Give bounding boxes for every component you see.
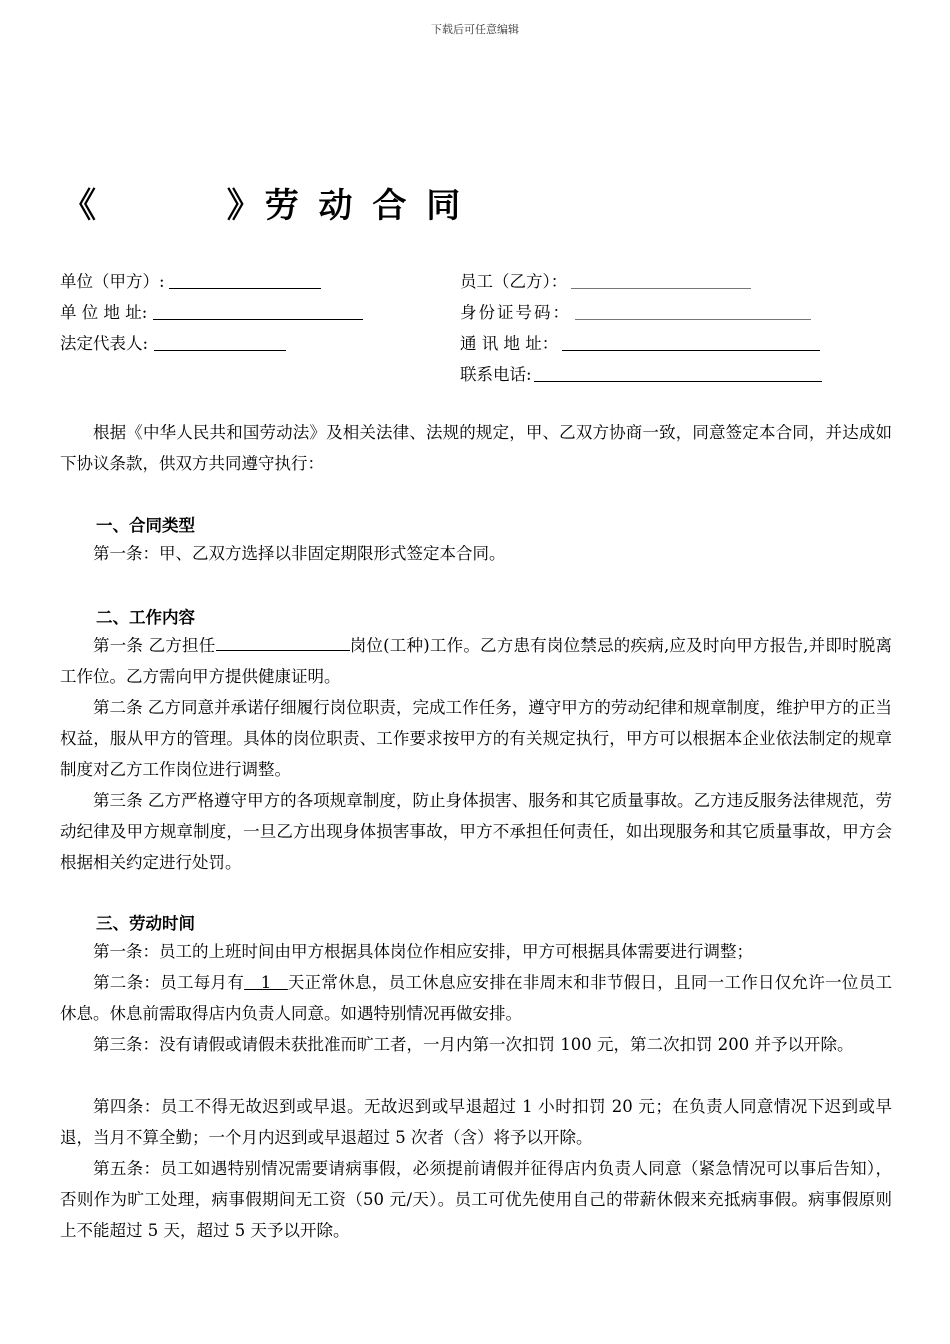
section2-art1-pre: 第一条 乙方担任 (93, 636, 216, 655)
employee-field (460, 268, 751, 292)
section3-art3: 第三条：没有请假或请假未获批准而旷工者，一月内第一次扣罚 100 元，第二次扣罚 200 并予以开除。 (93, 1035, 854, 1054)
section3-art4: 第四条：员工不得无故迟到或早退。无故迟到或早退超过 1 小时扣罚 20 元；在负责人同意情况下迟到或早退，当月不算全勤；一个月内迟到或早退超过 5 次者（含）将予以开除。 (60, 1097, 892, 1147)
rep-blank (154, 334, 286, 351)
unit-blank (169, 272, 321, 289)
section3-art2-post: 天正常休息，员工休息应安排在非周末和非节假日，且同一工作日仅允许一位员工休息。休息前需取得店内负责人同意。如遇特别情况再做安排。 (60, 973, 893, 1023)
contact-address-field (460, 330, 820, 354)
page-title: 《 》劳 动 合 同 (62, 186, 465, 226)
id-field (460, 299, 811, 323)
rep-field (60, 330, 286, 354)
header-note: 下载后可任意编辑 (431, 23, 519, 36)
employee-label: 员工（乙方）： (460, 272, 568, 291)
id-blank (575, 303, 811, 320)
phone-field (460, 361, 822, 385)
phone-blank (534, 365, 822, 382)
section3-heading: 三、劳动时间 (96, 914, 195, 933)
employee-blank (571, 272, 751, 289)
section2-art1 (60, 630, 892, 692)
phone-label: 联系电话: (460, 365, 532, 384)
address-blank (153, 303, 363, 320)
section3-art2-pre: 第二条：员工每月有 (93, 973, 245, 992)
section1-heading: 一、合同类型 (96, 516, 195, 535)
id-label: 身份证号码： (460, 303, 571, 322)
section3-art1: 第一条：员工的上班时间由甲方根据具体岗位作相应安排，甲方可根据具体需要进行调整； (93, 942, 753, 961)
section2-heading: 二、工作内容 (96, 608, 195, 627)
address-label: 单 位 地 址: (60, 303, 148, 322)
section3-art2 (60, 967, 892, 1029)
contact-address-blank (562, 334, 820, 351)
position-blank (216, 635, 350, 651)
section1-art1: 第一条：甲、乙双方选择以非固定期限形式签定本合同。 (93, 544, 506, 563)
intro-paragraph: 根据《中华人民共和国劳动法》及相关法律、法规的规定，甲、乙双方协商一致，同意签定本合同，并达成如下协议条款，供双方共同遵守执行： (60, 423, 892, 473)
section2-art2: 第二条 乙方同意并承诺仔细履行岗位职责，完成工作任务，遵守甲方的劳动纪律和规章制度，维护甲方的正当权益，服从甲方的管理。具体的岗位职责、工作要求按甲方的有关规定执行，甲方可以根据本企业依法制定的规章制度对乙方工作岗位进行调整。 (60, 698, 892, 779)
address-field (60, 299, 363, 323)
contact-address-label: 通 讯 地 址： (460, 334, 559, 353)
unit-label: 单位（甲方）: (60, 272, 165, 291)
unit-field (60, 268, 321, 292)
section2-art3: 第三条 乙方严格遵守甲方的各项规章制度，防止身体损害、服务和其它质量事故。乙方违反服务法律规范，劳动纪律及甲方规章制度，一旦乙方出现身体损害事故，甲方不承担任何责任，如出现服务和其它质量事故，甲方会根据相关约定进行处罚。 (60, 791, 892, 872)
rest-days-value: 1 (244, 973, 288, 992)
section2-art1-post: 岗位(工种)工作。乙方患有岗位禁忌的疾病,应及时向甲方报告,并即时脱离工作位。乙方需向甲方提供健康证明。 (60, 636, 892, 686)
section3-art5: 第五条：员工如遇特别情况需要请病事假，必须提前请假并征得店内负责人同意（紧急情况可以事后告知），否则作为旷工处理，病事假期间无工资（50 元/天）。员工可优先使用自己的带薪休假来充抵病事假。病事假原则上不能超过 5 天，超过 5 天予以开除。 (60, 1159, 892, 1240)
rep-label: 法定代表人: (60, 334, 149, 353)
